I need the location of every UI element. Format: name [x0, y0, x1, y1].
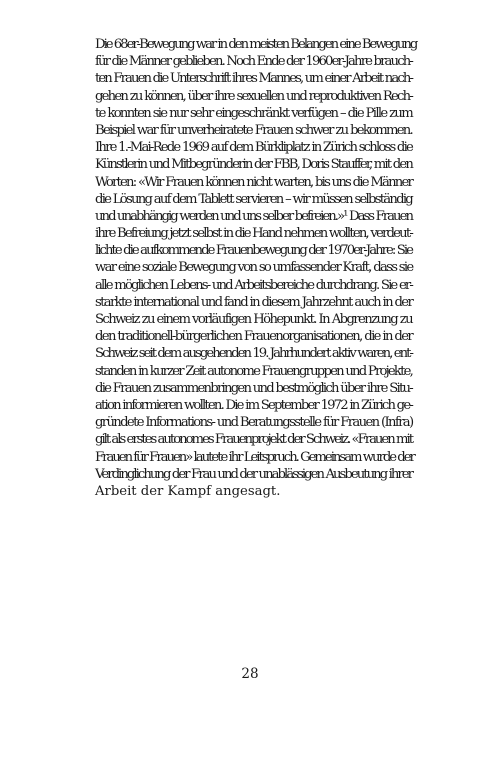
text-line: gründete Informations- und Beratungsstelle für Frauen (Infra)	[95, 415, 413, 431]
text-line: Künstlerin und Mitbegründerin der FBB, Doris Stauffer, mit den	[95, 157, 412, 173]
text-line: und unabhängig werden und uns selber befreien.»¹ Dass Frauen	[95, 208, 412, 224]
text-line: lichte die aufkommende Frauenbewegung der 1970er-Jahre: Sie	[95, 243, 412, 259]
text-line: war eine soziale Bewegung von so umfassender Kraft, dass sie	[95, 260, 413, 276]
text-line: Verdinglichung der Frau und der unablässigen Ausbeutung ihrer	[95, 466, 412, 482]
text-line: gilt als erstes autonomes Frauenprojekt der Schweiz. «Frauen mit	[95, 432, 412, 448]
text-line: Frauen für Frauen» lautete ihr Leitspruch. Gemeinsam wurde der	[95, 449, 414, 465]
text-line: gehen zu können, über ihre sexuellen und reproduktiven Rech-	[95, 88, 412, 104]
text-line: ation informieren wollten. Die im September 1972 in Zürich ge-	[95, 397, 412, 413]
text-line: Die 68er-Bewegung war in den meisten Belangen eine Bewegung	[95, 37, 417, 52]
text-line: Schweiz seit dem ausgehenden 19. Jahrhundert aktiv waren, ent-	[95, 346, 412, 362]
text-line: standen in kurzer Zeit autonome Frauengruppen und Projekte,	[95, 363, 412, 379]
body-text	[95, 36, 417, 500]
text-line: die Lösung auf dem Tablett servieren – wir müssen selbständig	[95, 191, 412, 207]
text-line: den traditionell-bürgerlichen Frauenorganisationen, die in der	[95, 329, 412, 345]
text-line: Ihre 1.-Mai-Rede 1969 auf dem Bürkliplatz in Zürich schloss die	[95, 140, 412, 156]
text-line: Arbeit der Kampf angesagt.	[95, 483, 281, 499]
text-line: starkte international und fand in diesem Jahrzehnt auch in der	[95, 294, 413, 310]
text-line: Schweiz zu einem vorläufigen Höhepunkt. In Abgrenzung zu	[95, 312, 412, 327]
page-number: 28	[241, 666, 259, 682]
text-line: Beispiel war für unverheiratete Frauen schwer zu bekommen.	[95, 122, 412, 138]
text-line: für die Männer geblieben. Noch Ende der 1960er-Jahre brauch-	[95, 54, 412, 70]
text-line: die Frauen zusammenbringen und bestmöglich über ihre Situ-	[95, 380, 412, 396]
text-line: te konnten sie nur sehr eingeschränkt verfügen – die Pille zum	[95, 105, 412, 121]
text-line: alle möglichen Lebens- und Arbeitsbereiche durchdrang. Sie er-	[95, 277, 412, 293]
text-line: ten Frauen die Unterschrift ihres Mannes, um einer Arbeit nach-	[95, 71, 412, 87]
text-line: ihre Befreiung jetzt selbst in die Hand nehmen wollten, verdeut-	[95, 226, 412, 242]
text-line: Worten: «Wir Frauen können nicht warten, bis uns die Männer	[95, 174, 412, 190]
